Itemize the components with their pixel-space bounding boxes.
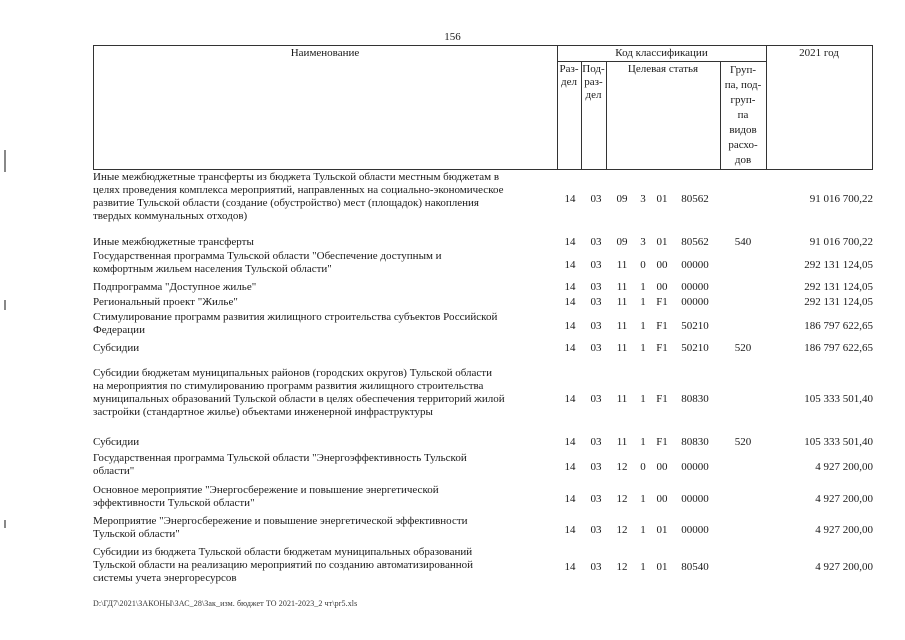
row-amount: 4 927 200,00 [815,461,873,473]
row-code-c3: F1 [656,320,668,332]
row-code-c4: 00000 [681,524,709,536]
row-code-c3: 00 [656,259,668,271]
header-year: 2021 год [799,47,839,59]
row-name-line: твердых коммунальных отходов) [93,210,248,222]
row-amount: 4 927 200,00 [815,524,873,536]
header-razdel-line: дел [561,76,577,88]
row-code-rz: 14 [564,561,576,573]
row-code-c2: 1 [640,296,646,308]
row-name-line: Мероприятие "Энергосбережение и повышение энергетической эффективности [93,515,468,527]
row-name [93,296,555,309]
row-name-line: комфортным жильем населения Тульской области" [93,263,332,275]
table-row [93,452,873,478]
row-amount: 105 333 501,40 [804,393,873,405]
row-name-line: Тульской области" [93,528,180,540]
header-vid-line: па [737,109,749,121]
row-code-vr: 520 [734,436,752,448]
row-name-line: Основное мероприятие "Энергосбережение и повышение энергетической [93,484,439,496]
table-row [93,436,873,449]
header-podrazdel-line: Под- [582,63,605,75]
row-code-rz: 14 [564,320,576,332]
header-bottom-border [93,169,873,170]
row-code-c4: 80830 [681,436,709,448]
row-code-c2: 1 [640,281,646,293]
row-code-c4: 80562 [681,236,709,248]
margin-mark [4,520,6,528]
row-code-pr: 03 [590,436,602,448]
table-row [93,367,873,427]
row-name-line: Иные межбюджетные трансферты из бюджета Тульской области местным бюджетам в [93,171,500,183]
row-code-rz: 14 [564,342,576,354]
row-code-c4: 00000 [681,296,709,308]
row-code-c1: 12 [616,493,628,505]
header-top-border [93,45,873,46]
header-right-border [872,45,873,170]
row-name [93,311,555,337]
header-vid-line: Груп- [729,64,757,76]
row-name-line: Стимулирование программ развития жилищного строительства субъектов Российской [93,311,498,323]
row-code-c3: 01 [656,561,668,573]
header-razdel [557,63,581,89]
row-name-line: целях проведения комплекса мероприятий, направленных на социально-экономическое [93,184,504,196]
header-left-border [93,45,94,170]
row-code-c4: 00000 [681,493,709,505]
row-code-c2: 1 [640,561,646,573]
row-code-c4: 80540 [681,561,709,573]
row-code-c4: 00000 [681,461,709,473]
row-code-c4: 00000 [681,281,709,293]
row-name [93,342,555,355]
row-code-c4: 80562 [681,193,709,205]
row-amount: 292 131 124,05 [804,259,873,271]
row-code-c4: 50210 [681,342,709,354]
row-code-pr: 03 [590,524,602,536]
row-code-pr: 03 [590,236,602,248]
row-name [93,546,555,585]
row-code-c1: 11 [616,296,628,308]
row-code-c2: 1 [640,524,646,536]
table-row [93,296,873,309]
row-amount: 186 797 622,65 [804,320,873,332]
row-code-c1: 11 [616,320,628,332]
row-code-pr: 03 [590,561,602,573]
header-divider-podrazdel [606,61,607,170]
row-code-rz: 14 [564,393,576,405]
header-divider-year [766,45,767,170]
row-code-c3: 00 [656,461,668,473]
row-code-c3: 01 [656,236,668,248]
row-name [93,250,555,276]
row-name-line: Подпрограмма "Доступное жилье" [93,281,257,293]
table-row [93,546,873,585]
header-vid-line: расхо- [728,139,758,151]
row-amount: 105 333 501,40 [804,436,873,448]
row-name-line: муниципальных образований Тульской области в целях обеспечения территорий жилой [93,393,505,405]
row-code-pr: 03 [590,259,602,271]
table-row [93,250,873,276]
row-code-c2: 1 [640,320,646,332]
row-name-line: системы учета энергоресурсов [93,572,237,584]
table-row [93,171,873,223]
row-code-c1: 11 [616,259,628,271]
row-amount: 292 131 124,05 [804,296,873,308]
row-name-line: Государственная программа Тульской области "Энергоэффективность Тульской [93,452,467,464]
row-code-c4: 50210 [681,320,709,332]
row-name [93,515,555,541]
header-vid [720,63,766,168]
table-row [93,342,873,355]
row-code-c1: 11 [616,281,628,293]
row-code-c3: 01 [656,524,668,536]
header-vid-line: видов [729,124,757,136]
row-code-c4: 00000 [681,259,709,271]
row-code-c1: 11 [616,393,628,405]
row-amount: 292 131 124,05 [804,281,873,293]
row-code-c1: 12 [616,561,628,573]
row-code-c1: 09 [616,193,628,205]
header-razdel-line: Раз- [559,63,579,75]
row-code-c1: 11 [616,436,628,448]
row-code-c2: 1 [640,493,646,505]
margin-mark [4,150,6,172]
row-name-line: Региональный проект "Жилье" [93,296,238,308]
row-code-c2: 3 [640,193,646,205]
row-code-rz: 14 [564,436,576,448]
row-name [93,367,555,419]
row-name [93,171,555,223]
table-row [93,311,873,337]
header-vid-line: па, под- [724,79,762,91]
footer-file-path: D:\ГД7\2021\ЗАКОНЫ\ЗАС_28\Зак_изм. бюджет ТО 2021-2023_2 чт\pr5.xls [93,599,358,608]
row-name [93,484,555,510]
row-name-line: развитие Тульской области (создание (обустройство) мест (площадок) накопления [93,197,479,209]
header-code-group: Код классификации [615,47,708,59]
row-code-c2: 3 [640,236,646,248]
header-podrazdel [581,63,606,102]
row-code-pr: 03 [590,393,602,405]
table-row [93,281,873,294]
row-name-line: застройки (стандартное жилье) объектами инженерной инфраструктуры [93,406,433,418]
row-name-line: Федерации [93,324,145,336]
row-name-line: Субсидии [93,342,140,354]
row-code-pr: 03 [590,193,602,205]
row-name [93,236,555,249]
row-code-vr: 520 [734,342,752,354]
row-name-line: Субсидии из бюджета Тульской области бюджетам муниципальных образований [93,546,473,558]
row-code-pr: 03 [590,461,602,473]
row-code-rz: 14 [564,461,576,473]
row-code-pr: 03 [590,342,602,354]
header-target: Целевая статья [627,63,699,75]
table-row [93,484,873,510]
row-amount: 4 927 200,00 [815,493,873,505]
header-name: Наименование [290,47,360,59]
row-name-line: Субсидии [93,436,140,448]
row-code-rz: 14 [564,281,576,293]
row-name [93,436,555,449]
header-podrazdel-line: раз- [584,76,603,88]
header-podrazdel-line: дел [585,89,602,101]
row-code-c1: 12 [616,461,628,473]
row-code-pr: 03 [590,296,602,308]
row-code-rz: 14 [564,193,576,205]
row-code-c3: 00 [656,281,668,293]
row-name [93,452,555,478]
margin-mark [4,300,6,310]
row-code-c3: 01 [656,193,668,205]
table-row [93,515,873,541]
row-name-line: области" [93,465,135,477]
row-code-c1: 09 [616,236,628,248]
row-name-line: Иные межбюджетные трансферты [93,236,254,248]
row-code-c1: 11 [616,342,628,354]
row-code-rz: 14 [564,296,576,308]
row-amount: 91 016 700,22 [809,236,873,248]
row-code-c3: F1 [656,393,668,405]
row-amount: 186 797 622,65 [804,342,873,354]
row-amount: 4 927 200,00 [815,561,873,573]
row-code-pr: 03 [590,281,602,293]
row-code-rz: 14 [564,493,576,505]
table-row [93,236,873,249]
row-code-pr: 03 [590,493,602,505]
header-vid-line: дов [734,154,752,166]
row-name [93,281,555,294]
row-code-c3: 00 [656,493,668,505]
row-code-rz: 14 [564,259,576,271]
row-code-c4: 80830 [681,393,709,405]
row-code-c2: 0 [640,461,646,473]
page-number: 156 [444,31,461,43]
row-name-line: на мероприятия по стимулированию программ развития жилищного строительства [93,380,484,392]
row-name-line: эффективности Тульской области" [93,497,255,509]
row-code-c3: F1 [656,436,668,448]
row-name-line: Субсидии бюджетам муниципальных районов (городских округов) Тульской области [93,367,492,379]
row-code-c3: F1 [656,296,668,308]
row-code-c2: 1 [640,436,646,448]
row-name-line: Тульской области на реализацию мероприятий по созданию автоматизированной [93,559,474,571]
header-vid-line: груп- [730,94,756,106]
row-code-rz: 14 [564,236,576,248]
row-code-c2: 1 [640,342,646,354]
row-code-c2: 1 [640,393,646,405]
row-name-line: Государственная программа Тульской области "Обеспечение доступным и [93,250,442,262]
row-amount: 91 016 700,22 [809,193,873,205]
row-code-c2: 0 [640,259,646,271]
header-code-subline [557,61,766,62]
row-code-rz: 14 [564,524,576,536]
row-code-vr: 540 [734,236,752,248]
row-code-c1: 12 [616,524,628,536]
row-code-pr: 03 [590,320,602,332]
row-code-c3: F1 [656,342,668,354]
